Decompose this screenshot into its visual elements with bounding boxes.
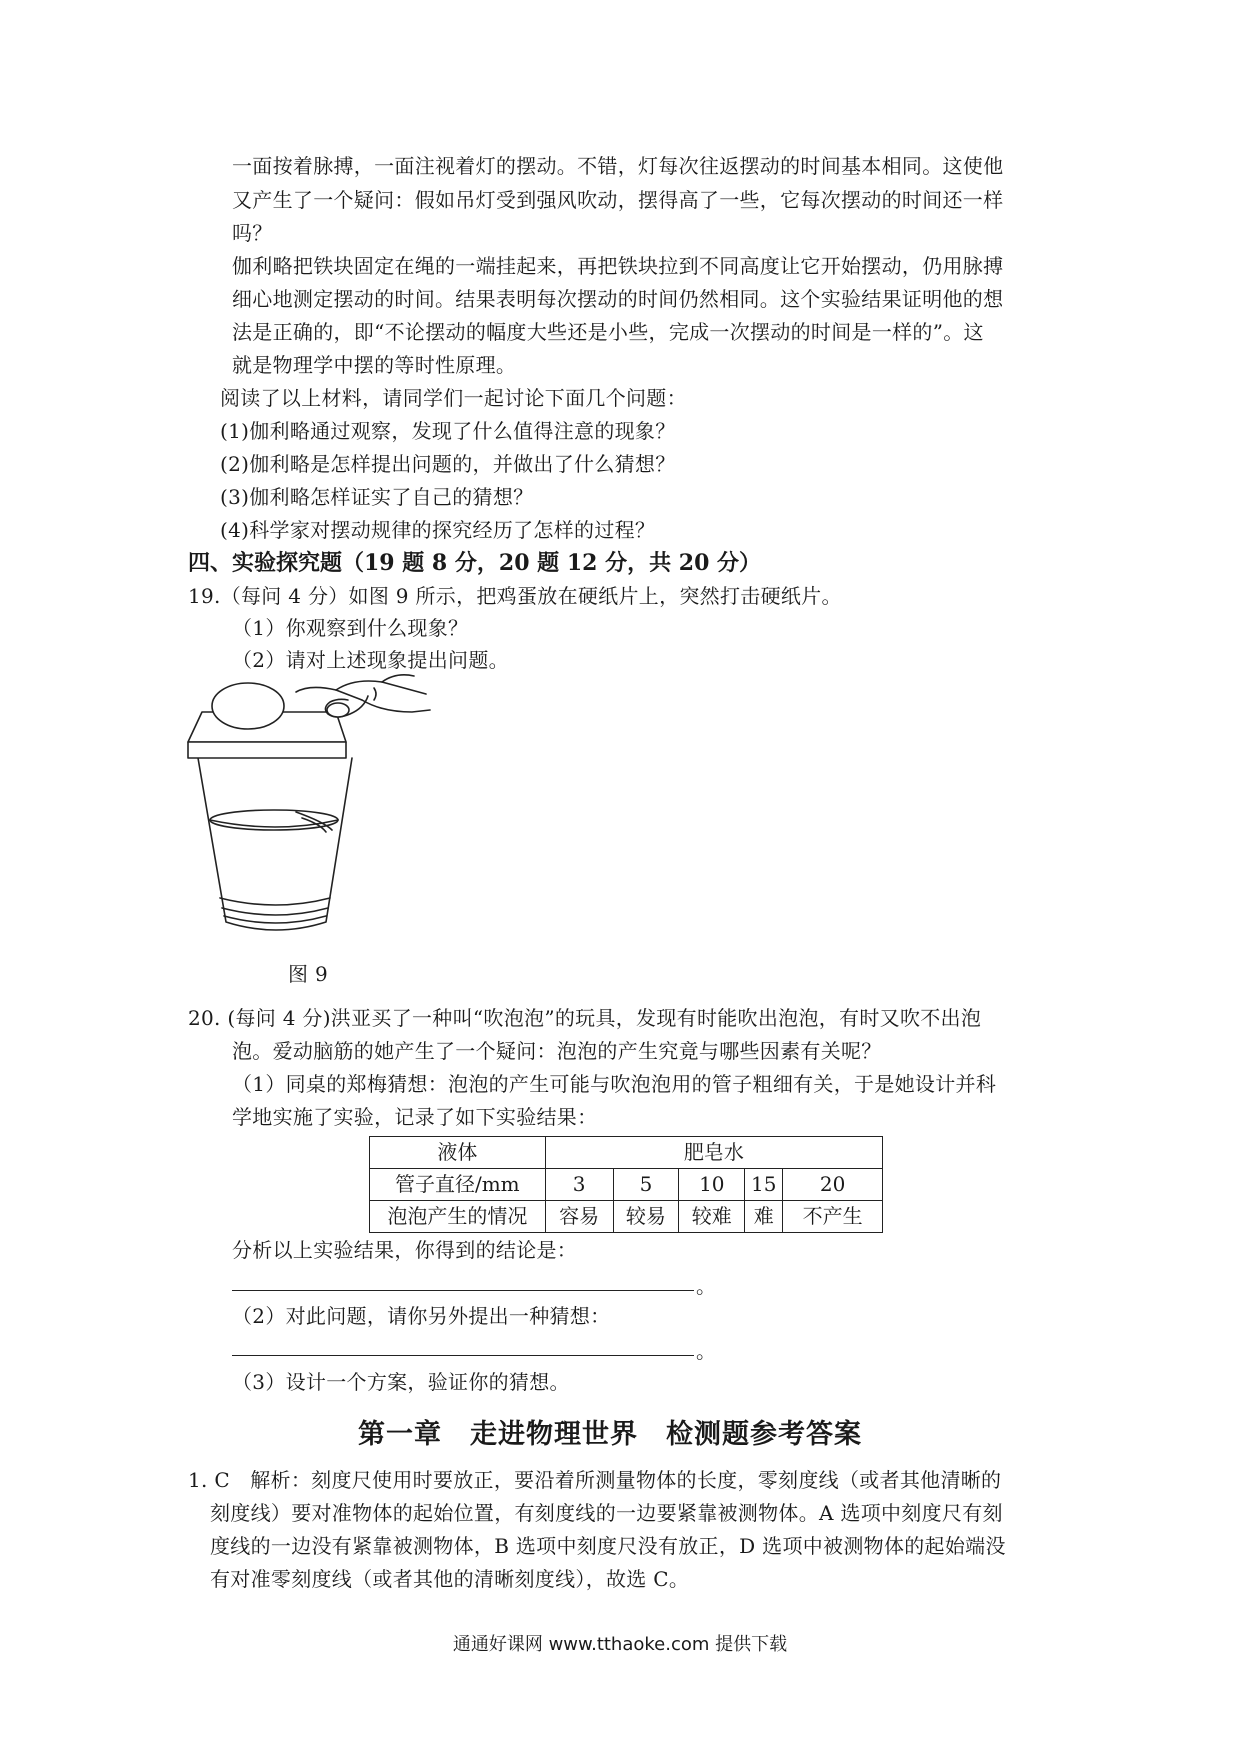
- table-row: [370, 1137, 883, 1169]
- answer-blank: [232, 1290, 694, 1291]
- discussion-prompt: 阅读了以上材料，请同学们一起讨论下面几个问题：: [220, 386, 687, 410]
- q20-part1: 学地实施了实验，记录了如下实验结果：: [232, 1105, 598, 1129]
- discussion-question: (2)伽利略是怎样提出问题的，并做出了什么猜想？: [220, 452, 676, 476]
- q20-part3: （3）设计一个方案，验证你的猜想。: [232, 1370, 570, 1394]
- answer-line: 1. C 解析：刻度尺使用时要放正，要沿着所测量物体的长度，零刻度线（或者其他清晰的: [188, 1468, 1002, 1492]
- table-cell: 15: [745, 1169, 783, 1201]
- passage-line: 就是物理学中摆的等时性原理。: [232, 353, 517, 377]
- passage-line: 伽利略把铁块固定在绳的一端挂起来，再把铁块拉到不同高度让它开始摆动，仍用脉搏: [232, 254, 1004, 278]
- table-row: [370, 1169, 883, 1201]
- q20-stem: 泡。爱动脑筋的她产生了一个疑问：泡泡的产生究竟与哪些因素有关呢？: [232, 1039, 882, 1063]
- end-mark: 。: [696, 1274, 716, 1298]
- q19-sub1: （1）你观察到什么现象？: [232, 616, 469, 640]
- section-heading: 四、实验探究题（19 题 8 分，20 题 12 分，共 20 分）: [188, 550, 762, 576]
- q19-stem: 19.（每问 4 分）如图 9 所示，把鸡蛋放在硬纸片上，突然打击硬纸片。: [188, 584, 842, 608]
- q20-stem: 20. (每问 4 分)洪亚买了一种叫“吹泡泡”的玩具，发现有时能吹出泡泡，有时又吹不出泡: [188, 1006, 982, 1030]
- q19-sub2: （2）请对上述现象提出问题。: [232, 648, 509, 672]
- discussion-question: (1)伽利略通过观察，发现了什么值得注意的现象？: [220, 419, 676, 443]
- table-header-diameter: 管子直径/mm: [370, 1169, 546, 1201]
- table-cell: 3: [545, 1169, 613, 1201]
- passage-line: 细心地测定摆动的时间。结果表明每次摆动的时间仍然相同。这个实验结果证明他的想: [232, 287, 1004, 311]
- table-cell: 较难: [679, 1201, 745, 1233]
- table-header-result: 泡泡产生的情况: [370, 1201, 546, 1233]
- experiment-table: [369, 1136, 883, 1233]
- passage-line: 吗？: [232, 221, 273, 245]
- table-cell: 较易: [613, 1201, 679, 1233]
- answer-line: 度线的一边没有紧靠被测物体，B 选项中刻度尺没有放正，D 选项中被测物体的起始端没: [210, 1534, 1006, 1558]
- q20-part2: （2）对此问题，请你另外提出一种猜想：: [232, 1304, 611, 1328]
- end-mark: 。: [696, 1339, 716, 1363]
- q20-analysis-prompt: 分析以上实验结果，你得到的结论是：: [232, 1238, 578, 1262]
- table-cell: 10: [679, 1169, 745, 1201]
- table-cell: 容易: [545, 1201, 613, 1233]
- table-header-liquid: 液体: [370, 1137, 546, 1169]
- answer-key-title: 第一章 走进物理世界 检测题参考答案: [358, 1419, 862, 1450]
- figure-caption: 图 9: [288, 962, 328, 986]
- table-row: [370, 1201, 883, 1233]
- table-cell: 5: [613, 1169, 679, 1201]
- passage-line: 又产生了一个疑问：假如吊灯受到强风吹动，摆得高了一些，它每次摆动的时间还一样: [232, 188, 1004, 212]
- table-cell-liquid: 肥皂水: [545, 1137, 882, 1169]
- discussion-question: (4)科学家对摆动规律的探究经历了怎样的过程？: [220, 518, 656, 542]
- table-cell: 难: [745, 1201, 783, 1233]
- figure-9-egg-card-glass: [186, 672, 466, 952]
- discussion-question: (3)伽利略怎样证实了自己的猜想？: [220, 485, 534, 509]
- passage-line: 一面按着脉搏，一面注视着灯的摆动。不错，灯每次往返摆动的时间基本相同。这使他: [232, 154, 1004, 178]
- passage-line: 法是正确的，即“不论摆动的幅度大些还是小些，完成一次摆动的时间是一样的”。这: [232, 320, 984, 344]
- page-footer: 通通好课网 www.tthaoke.com 提供下载: [452, 1634, 788, 1655]
- table-cell: 20: [783, 1169, 883, 1201]
- answer-line: 有对准零刻度线（或者其他的清晰刻度线），故选 C。: [210, 1567, 690, 1591]
- answer-line: 刻度线）要对准物体的起始位置，有刻度线的一边要紧靠被测物体。A 选项中刻度尺有刻: [210, 1501, 1003, 1525]
- table-cell: 不产生: [783, 1201, 883, 1233]
- q20-part1: （1）同桌的郑梅猜想：泡泡的产生可能与吹泡泡用的管子粗细有关，于是她设计并科: [232, 1072, 997, 1096]
- answer-blank: [232, 1355, 694, 1356]
